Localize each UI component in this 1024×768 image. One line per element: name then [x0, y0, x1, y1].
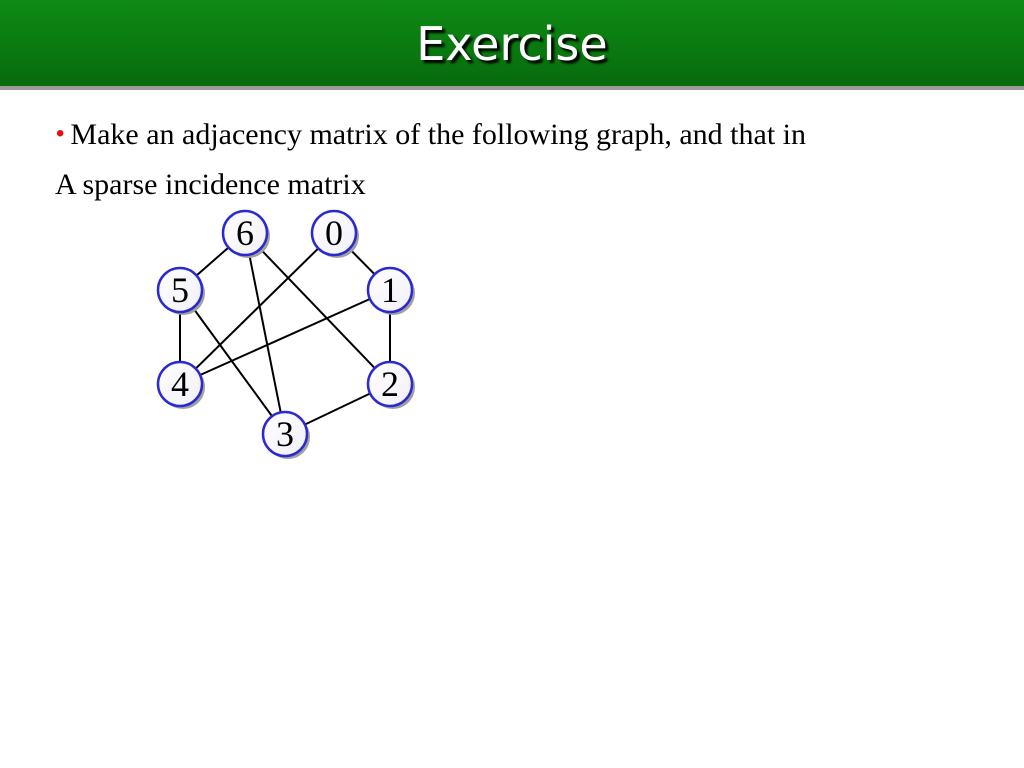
edges-layer	[180, 233, 390, 434]
slide-title: Exercise	[416, 17, 608, 71]
nodes-layer	[158, 211, 415, 459]
continuation-text: A sparse incidence matrix	[55, 168, 366, 201]
node-label: 2	[381, 364, 399, 404]
node-label: 0	[325, 213, 343, 253]
graph-node-1	[368, 268, 415, 315]
graph-edge-5-3	[180, 290, 285, 434]
bullet-dot-icon: •	[56, 120, 65, 147]
graph-node-6	[223, 211, 270, 258]
node-label: 6	[236, 213, 254, 253]
graph-edge-6-2	[245, 233, 390, 384]
graph-node-0	[312, 211, 359, 258]
node-label: 4	[171, 364, 189, 404]
node-label: 3	[276, 414, 294, 454]
node-label: 5	[171, 270, 189, 310]
graph-node-4	[158, 362, 205, 409]
graph-edge-1-4	[180, 290, 390, 384]
node-label: 1	[381, 270, 399, 310]
bullet-text: Make an adjacency matrix of the following graph, and that in	[70, 118, 806, 151]
graph-edge-6-3	[245, 233, 285, 434]
graph-node-2	[368, 362, 415, 409]
graph-node-3	[263, 412, 310, 459]
